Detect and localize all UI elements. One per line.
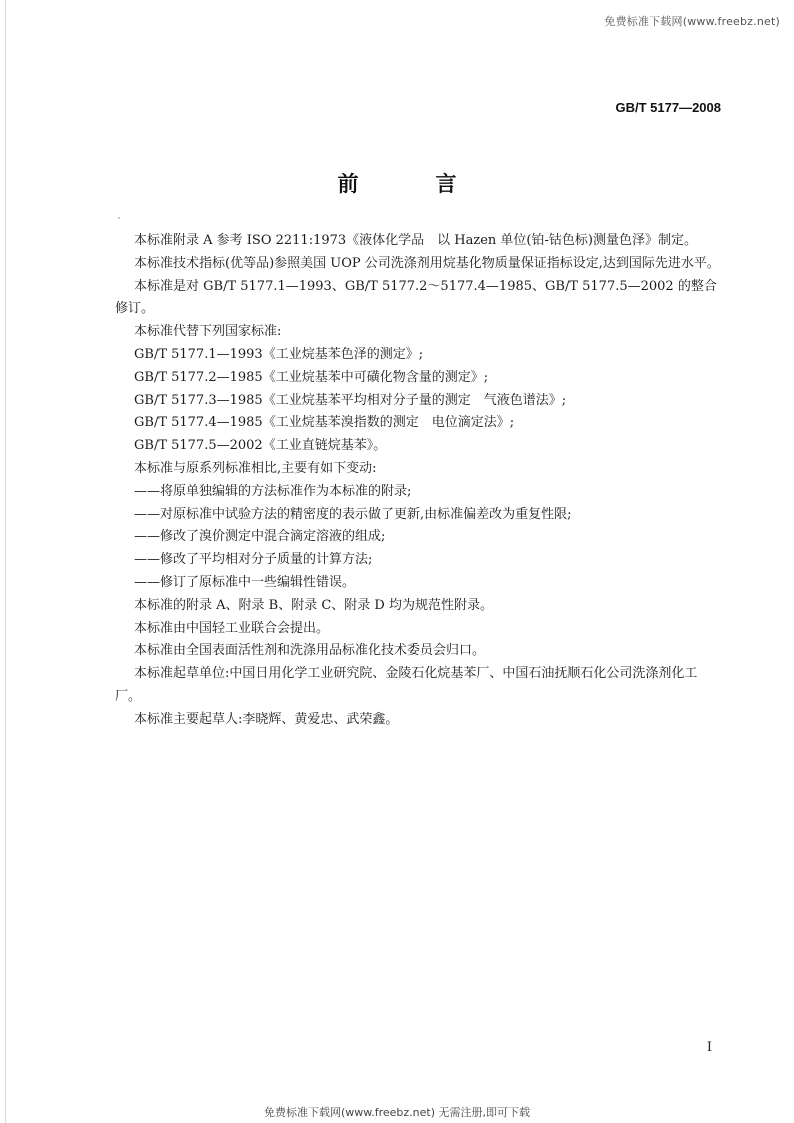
- page-title: 前 言: [337, 172, 485, 196]
- top-watermark: 免费标准下载网(www.freebz.net): [604, 15, 780, 28]
- list-item: GB/T 5177.5—2002《工业直链烷基苯》。: [134, 438, 387, 454]
- list-item: ——修改了平均相对分子质量的计算方法;: [134, 552, 373, 568]
- paragraph: 本标准起草单位:中国日用化学工业研究院、金陵石化烷基苯厂、中国石油抚顺石化公司洗涤剂化工厂。: [115, 666, 698, 704]
- list-item: GB/T 5177.1—1993《工业烷基苯色泽的测定》;: [134, 346, 424, 362]
- list-item: GB/T 5177.2—1985《工业烷基苯中可磺化物含量的测定》;: [134, 369, 489, 385]
- paragraph: 本标准由中国轻工业联合会提出。: [134, 620, 330, 636]
- paragraph: 本标准与原系列标准相比,主要有如下变动:: [134, 460, 377, 476]
- paragraph: 本标准代替下列国家标准:: [134, 324, 282, 340]
- list-item: GB/T 5177.3—1985《工业烷基苯平均相对分子量的测定 气液色谱法》;: [134, 392, 567, 408]
- paragraph: 本标准是对 GB/T 5177.1—1993、GB/T 5177.2～5177.4—1985、GB/T 5177.5—2002 的整合修订。: [115, 278, 717, 317]
- list-item: ——将原单独编辑的方法标准作为本标准的附录;: [134, 483, 412, 499]
- bottom-watermark: 免费标准下载网(www.freebz.net) 无需注册,即可下载: [263, 1106, 531, 1119]
- list-item: GB/T 5177.4—1985《工业烷基苯溴指数的测定 电位滴定法》;: [134, 415, 515, 431]
- standard-code: GB/T 5177—2008: [615, 100, 721, 115]
- paragraph: 本标准主要起草人:李晓辉、黄爱忠、武荣鑫。: [134, 711, 399, 727]
- list-item: ——对原标准中试验方法的精密度的表示做了更新,由标准偏差改为重复性限;: [134, 506, 572, 522]
- foreword-body: [115, 230, 720, 732]
- paragraph: 本标准技术指标(优等品)参照美国 UOP 公司洗涤剂用烷基化物质量保证指标设定,达到国际先进水平。: [134, 255, 720, 271]
- page-number: I: [706, 1040, 712, 1055]
- paragraph: 本标准的附录 A、附录 B、附录 C、附录 D 均为规范性附录。: [134, 597, 493, 613]
- paragraph: 本标准附录 A 参考 ISO 2211:1973《液体化学品 以 Hazen 单位(铂-钴色标)测量色泽》制定。: [134, 233, 697, 248]
- list-item: ——修订了原标准中一些编辑性错误。: [134, 574, 356, 590]
- scan-speck: [118, 217, 120, 219]
- list-item: ——修改了溴价测定中混合滴定溶液的组成;: [134, 529, 386, 545]
- paragraph: 本标准由全国表面活性剂和洗涤用品标准化技术委员会归口。: [134, 643, 486, 659]
